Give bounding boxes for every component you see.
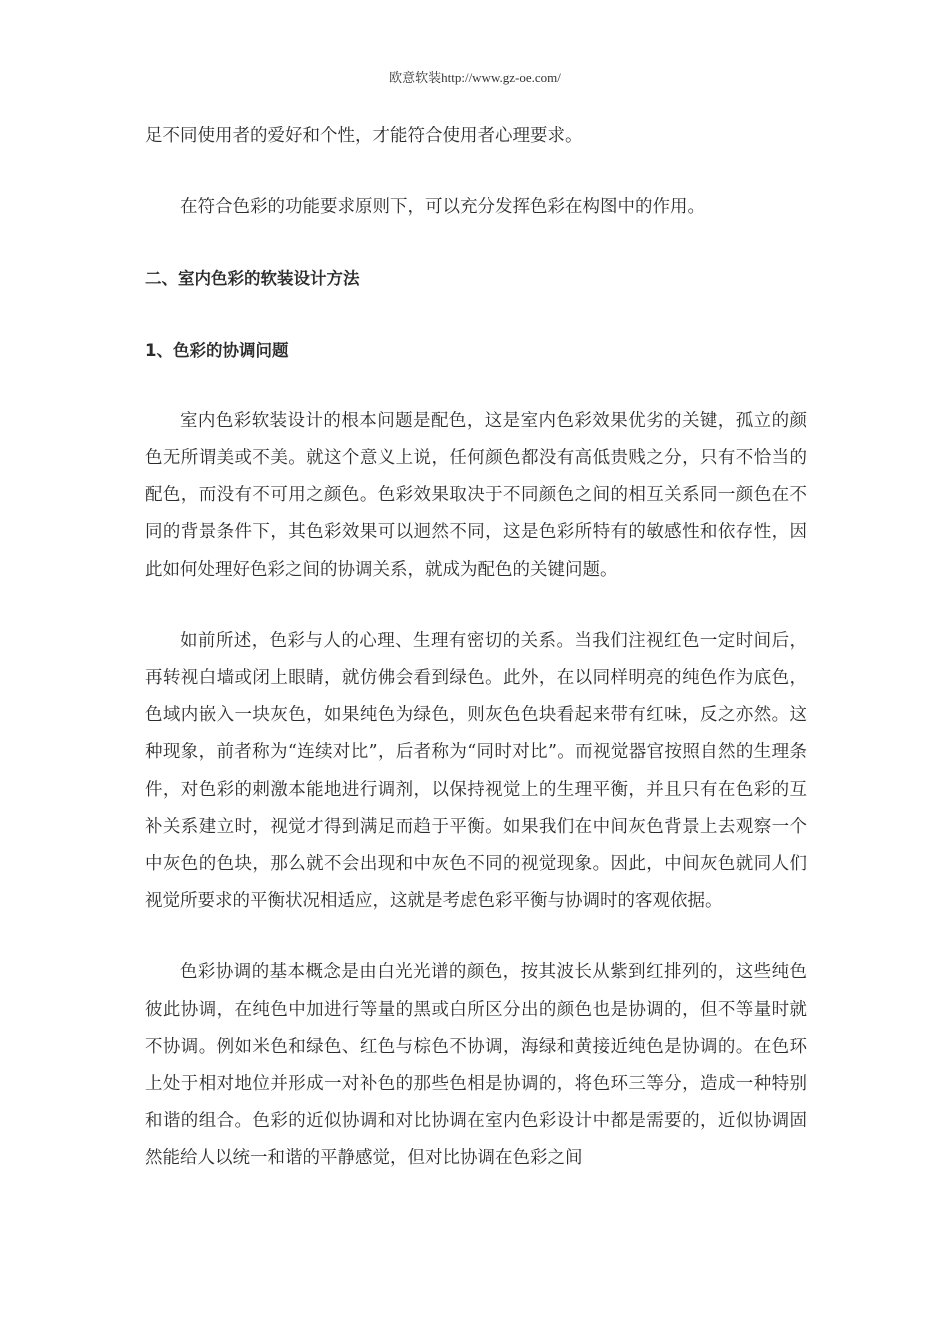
document-body xyxy=(145,118,807,1178)
paragraph-color-matching: 室内色彩软装设计的根本问题是配色，这是室内色彩效果优劣的关键，孤立的颜色无所谓美或不美。就这个意义上说，任何颜色都没有高低贵贱之分，只有不恰当的配色，而没有不可用之颜色。色彩效果取决于不同颜色之间的相互关系同一颜色在不同的背景条件下，其色彩效果可以迥然不同，这是色彩所特有的敏感性和依存性，因此如何处理好色彩之间的协调关系，就成为配色的关键问题。 xyxy=(145,410,807,580)
section-heading: 二、室内色彩的软装设计方法 xyxy=(145,269,360,289)
paragraph-harmony-concept: 色彩协调的基本概念是由白光光谱的颜色，按其波长从紫到红排列的，这些纯色彼此协调，在纯色中加进行等量的黑或白所区分出的颜色也是协调的，但不等量时就不协调。例如米色和绿色、红色与棕色不协调，海绿和黄接近纯色是协调的。在色环上处于相对地位并形成一对补色的那些色相是协调的，将色环三等分，造成一种特别和谐的组合。色彩的近似协调和对比协调在室内色彩设计中都是需要的，近似协调固然能给人以统一和谐的平静感觉，但对比协调在色彩之间 xyxy=(145,962,807,1169)
paragraph-physiology: 如前所述，色彩与人的心理、生理有密切的关系。当我们注视红色一定时间后，再转视白墙或闭上眼睛，就仿佛会看到绿色。此外，在以同样明亮的纯色作为底色，色域内嵌入一块灰色，如果纯色为绿色，则灰色色块看起来带有红味，反之亦然。这种现象，前者称为“连续对比”，后者称为“同时对比”。而视觉器官按照自然的生理条件，对色彩的刺激本能地进行调剂，以保持视觉上的生理平衡，并且只有在色彩的互补关系建立时，视觉才得到满足而趋于平衡。如果我们在中间灰色背景上去观察一个中灰色的色块，那么就不会出现和中灰色不同的视觉现象。因此，中间灰色就同人们视觉所要求的平衡状况相适应，这就是考虑色彩平衡与协调时的客观依据。 xyxy=(145,630,807,912)
subsection-heading: 1、色彩的协调问题 xyxy=(145,340,289,360)
paragraph-function-principle: 在符合色彩的功能要求原则下，可以充分发挥色彩在构图中的作用。 xyxy=(180,197,705,218)
page-header: 欧意软装http://www.gz-oe.com/ xyxy=(389,70,561,85)
paragraph-continuation: 足不同使用者的爱好和个性，才能符合使用者心理要求。 xyxy=(145,126,583,146)
